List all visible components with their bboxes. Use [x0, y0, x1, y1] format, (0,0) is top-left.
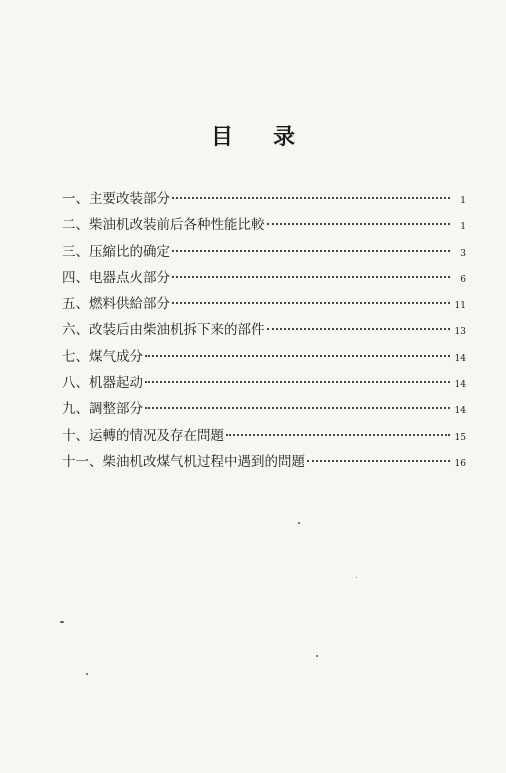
toc-entry-page: 14	[454, 353, 466, 364]
toc-leader-dots	[172, 197, 450, 199]
toc-leader-dots	[307, 460, 450, 462]
toc-entry-number: 八、	[62, 375, 89, 392]
toc-entry-page: 3	[460, 248, 466, 259]
toc-entry-label: 压縮比的确定	[89, 243, 170, 260]
toc-entry-number: 七、	[62, 348, 89, 365]
toc-leader-dots	[145, 407, 450, 409]
title-char-2: 录	[273, 125, 296, 150]
toc-entry-page: 6	[460, 274, 466, 285]
toc-entry-page: 1	[460, 222, 466, 233]
toc-entry-page: 11	[454, 301, 466, 312]
toc-entry[interactable]	[62, 450, 466, 476]
toc-entry-label: 柴油机改装前后各种性能比較	[89, 217, 265, 234]
toc-entry-number: 十、	[62, 427, 89, 444]
scan-speck	[60, 621, 64, 623]
toc-leader-dots	[172, 302, 450, 304]
toc-leader-dots	[172, 250, 450, 252]
toc-entry-number: 二、	[62, 217, 89, 234]
table-of-contents	[62, 187, 466, 476]
toc-entry[interactable]	[62, 424, 466, 450]
toc-entry-number: 四、	[62, 269, 89, 286]
toc-entry-label: 主要改装部分	[89, 191, 170, 207]
toc-entry-page: 13	[454, 327, 466, 338]
toc-entry[interactable]	[62, 213, 466, 239]
toc-entry[interactable]	[62, 187, 466, 213]
toc-leader-dots	[267, 328, 451, 330]
title-char-1: 目	[210, 125, 233, 150]
toc-entry[interactable]	[62, 345, 466, 371]
toc-entry-label: 燃料供給部分	[89, 296, 170, 313]
toc-entry[interactable]	[62, 266, 466, 292]
toc-entry-page: 16	[454, 458, 466, 469]
toc-entry-page: 14	[454, 406, 466, 417]
toc-entry-label: 煤气成分	[89, 348, 143, 365]
scan-speck	[86, 673, 88, 675]
toc-leader-dots	[226, 434, 450, 436]
toc-leader-dots	[145, 381, 450, 383]
toc-entry-label: 調整部分	[89, 401, 143, 418]
toc-entry-number: 五、	[62, 296, 89, 313]
toc-entry-page: 1	[460, 196, 466, 206]
toc-entry-number: 十一、	[62, 453, 103, 470]
toc-entry-number: 一、	[62, 191, 89, 207]
toc-leader-dots	[267, 223, 451, 225]
toc-entry-page: 15	[454, 432, 466, 443]
toc-entry[interactable]	[62, 397, 466, 423]
toc-entry-number: 六、	[62, 322, 89, 339]
toc-entry[interactable]	[62, 371, 466, 397]
toc-entry[interactable]	[62, 240, 466, 266]
toc-entry-page: 14	[454, 380, 466, 391]
toc-entry-label: 改装后由柴油机拆下来的部件	[89, 322, 265, 339]
toc-leader-dots	[172, 276, 450, 278]
toc-entry-label: 电器点火部分	[89, 269, 170, 286]
toc-entry[interactable]	[62, 318, 466, 344]
toc-entry-number: 九、	[62, 401, 89, 418]
toc-entry-label: 柴油机改煤气机过程中遇到的問題	[102, 453, 305, 470]
scan-speck	[356, 577, 357, 578]
scan-speck	[316, 655, 318, 657]
page-title	[0, 120, 506, 151]
toc-entry-label: 机器起动	[89, 375, 143, 392]
toc-entry-label: 运轉的情况及存在問題	[89, 427, 224, 444]
scan-speck	[298, 522, 300, 524]
toc-entry[interactable]	[62, 292, 466, 318]
toc-leader-dots	[145, 355, 450, 357]
toc-entry-number: 三、	[62, 243, 89, 260]
